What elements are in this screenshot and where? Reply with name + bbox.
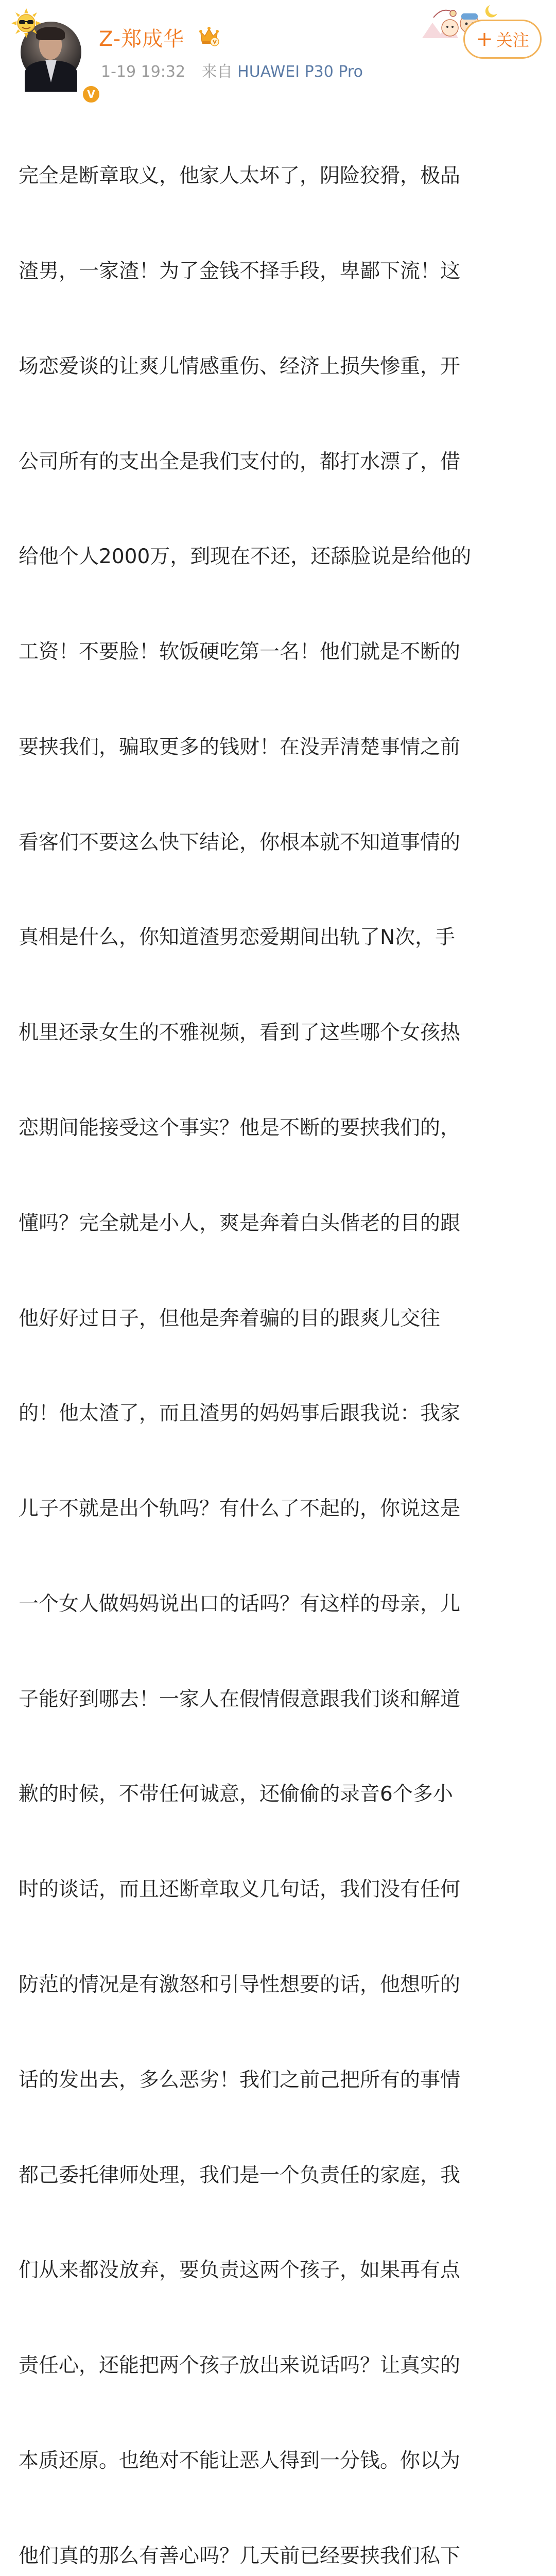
post-line: 歉的时候，不带任何诚意，还偷偷的录音6个多小 [19, 1783, 453, 1806]
plus-icon: + [476, 27, 493, 51]
post-line: 们从来都没放弃，要负责这两个孩子，如果再有点 [19, 2259, 461, 2282]
post-line: 的！他太渣了，而且渣男的妈妈事后跟我说：我家 [19, 1402, 461, 1426]
post-line: 本质还原。也绝对不能让恶人得到一分钱。你以为 [19, 2449, 461, 2472]
source-prefix: 来自 [201, 63, 233, 81]
post-line: 完全是断章取义，他家人太坏了，阴险狡猾，极品 [19, 164, 461, 188]
post-line: 责任心，还能把两个孩子放出来说话吗？让真实的 [19, 2354, 461, 2378]
post-line: 都己委托律师处理，我们是一个负责任的家庭，我 [19, 2163, 461, 2187]
post-body [19, 97, 538, 2576]
post-line: 懂吗？完全就是小人，爽是奔着白头偕老的目的跟 [19, 1211, 461, 1235]
post-line: 渣男，一家渣！为了金钱不择手段，卑鄙下流！这 [19, 259, 461, 283]
post-line: 要挟我们，骗取更多的钱财！在没弄清楚事情之前 [19, 735, 461, 759]
post-line: 话的发出去，多么恶劣！我们之前己把所有的事情 [19, 2068, 461, 2092]
post-line: 防范的情况是有激怒和引导性想要的话，他想听的 [19, 1973, 461, 1997]
post-line: 机里还录女生的不雅视频，看到了这些哪个女孩热 [19, 1021, 461, 1045]
post-line: 他好好过日子，但他是奔着骗的目的跟爽儿交往 [19, 1307, 441, 1330]
post-device[interactable]: HUAWEI P30 Pro [237, 63, 363, 81]
post-line: 时的谈话，而且还断章取义几句话，我们没有任何 [19, 1878, 461, 1902]
post-line: 真相是什么，你知道渣男恋爱期间出轨了N次，手 [19, 926, 456, 950]
post-line: 儿子不就是出个轨吗？有什么了不起的，你说这是 [19, 1497, 461, 1521]
post-line: 子能好到哪去！一家人在假情假意跟我们谈和解道 [19, 1687, 461, 1711]
post-line: 恋期间能接受这个事实？他是不断的要挟我们的， [19, 1116, 461, 1140]
verified-badge-icon: V [81, 84, 101, 104]
post-time: 1-19 19:32 [101, 63, 186, 81]
post-line: 公司所有的支出全是我们支付的，都打水漂了，借 [19, 450, 461, 473]
post-line: 他们真的那么有善心吗？几天前已经要挟我们私下 [19, 2544, 461, 2568]
post-line: 场恋爱谈的让爽儿情感重伤、经济上损失惨重，开 [19, 354, 461, 378]
crown-vip-icon [198, 25, 220, 47]
post-line: 给他个人2000万，到现在不还，还舔脸说是给他的 [19, 545, 472, 569]
post-line: 工资！不要脸！软饭硬吃第一名！他们就是不断的 [19, 640, 461, 664]
post-line: 看客们不要这么快下结论，你根本就不知道事情的 [19, 831, 461, 854]
post-meta [101, 59, 363, 81]
follow-button[interactable] [463, 20, 542, 59]
follow-label: 关注 [496, 30, 529, 50]
post-line: 一个女人做妈妈说出口的话吗？有这样的母亲，儿 [19, 1592, 461, 1616]
sunglasses-sun-icon [11, 8, 41, 38]
author-name[interactable]: Z-郑成华 [99, 27, 185, 51]
